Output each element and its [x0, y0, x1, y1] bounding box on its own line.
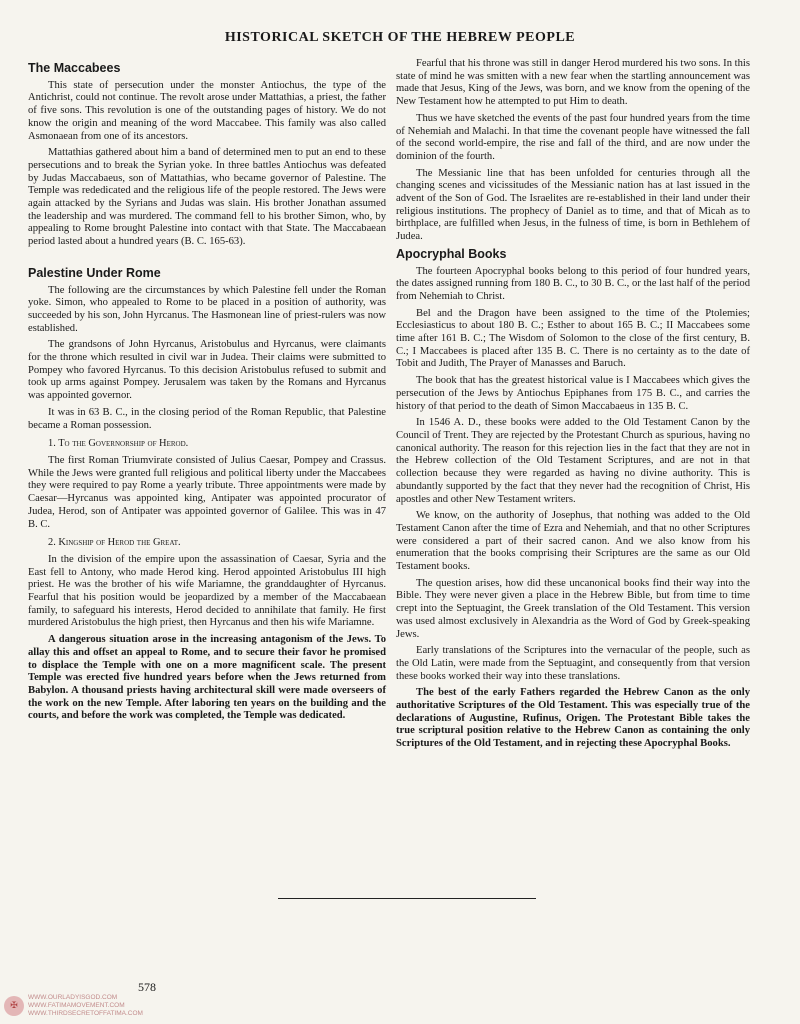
subheading-governorship-of-herod: 1. To the Governorship of Herod.: [48, 438, 189, 450]
paragraph: Mattathias gathered about him a band of determined men to put an end to these persecutions and to break the Syrian yoke. In three battles Antiochus was defeated by Judas Maccabaeus, son of Mattathias, who became governor of Palestine. The Temple was rededicated and the religious life of the people restored. The Jews were again attacked by the Syrians and Judas was slain. His brother Jonathan assumed the leadership and was murdered. The command fell to his brother Simon, who, by appealing to Rome brought Palestine into contact with that State. The Maccabaean period lasted about a hundred years (B. C. 165-63).: [28, 147, 386, 248]
paragraph: Thus we have sketched the events of the past four hundred years from the time of Nehemiah and Malachi. In that time the covenant people have witnessed the fall of the second world-empire, the rise and fall of the third, and are now under the dominion of the fourth.: [396, 112, 750, 162]
left-column: [28, 58, 386, 727]
subheading-kingship-of-herod: 2. Kingship of Herod the Great.: [48, 537, 181, 549]
paragraph: We know, on the authority of Josephus, that nothing was added to the Old Testament Canon after the time of Ezra and Nehemiah, and that no other Scriptures were considered a part of their sacred canon. And we also know from his enumeration that the books comprising their Scriptures are the same as our Old Testament books.: [396, 510, 750, 573]
paragraph: The first Roman Triumvirate consisted of Julius Caesar, Pompey and Crassus. While the Jews were granted full religious and political liberty under the Maccabees they were required to pay Rome a yearly tribute. Three appointments were made by Caesar—Hyrcanus was appointed king, Antipater was appointed procurator of Judea, Herod, son of Antipater was appointed governor of Galilee. This was in 47 B. C.: [28, 454, 386, 530]
section-heading-apocryphal-books: Apocryphal Books: [396, 246, 507, 261]
watermark-line: WWW.FATIMAMOVEMENT.COM: [28, 1002, 125, 1009]
paragraph: The grandsons of John Hyrcanus, Aristobulus and Hyrcanus, were claimants for the throne which resulted in civil war in Judea. Their claims were submitted to Pompey who favored Hyrcanus. To this decision Aristobulus refused to submit and took up arms against Pompey. Jerusalem was taken by the Romans and Hyrcanus was appointed governor.: [28, 339, 386, 402]
paragraph: It was in 63 B. C., in the closing period of the Roman Republic, that Palestine became a Roman possession.: [28, 406, 386, 431]
watermark-lines: [28, 994, 143, 1018]
paragraph: In 1546 A. D., these books were added to the Old Testament Canon by the Council of Trent. They are rejected by the Protestant Church as spurious, having no canonical authority. The reason for this rejection lies in the fact that they are not in the Hebrew collection of the Old Testament Scriptures, and are not in that collection because they were regarded as having no divine authority. This is abundantly supported by the fact that they never had the recognition of Christ, His apostles and other New Testament writers.: [396, 417, 750, 505]
paragraph: The book that has the greatest historical value is I Maccabees which gives the persecution of the Jews by Antiochus Epiphanes from 175 B. C., and carries the history of that period to the death of Simon Maccabaeus in 135 B. C.: [396, 375, 750, 412]
watermark-line: WWW.OURLADYISGOD.COM: [28, 994, 118, 1001]
right-column: [396, 58, 750, 755]
paragraph: Fearful that his throne was still in danger Herod murdered his two sons. In this state of mind he was smitten with a new fear when the startling announcement was made that Jesus, King of the Jews, was born, and we know from the opening of the New Testament how he attempted to put Him to death.: [396, 58, 750, 108]
paragraph: The Messianic line that has been unfolded for centuries through all the changing scenes and vicissitudes of the Messianic nation has at last issued in the advent of the Son of God. The Israelites are re-established in their land under their religious institutions. The prophecy of Daniel as to time, and that of Micah as to birthplace, are fulfilled when Jesus, in the fulness of time, is born in Bethlehem of Judea.: [396, 167, 750, 243]
divider: [278, 898, 536, 899]
paragraph: Early translations of the Scriptures into the vernacular of the people, such as the Old Latin, were made from the Septuagint, and consequently from that version these books worked their way into these translations.: [396, 645, 750, 682]
paragraph: A dangerous situation arose in the increasing antagonism of the Jews. To allay this and offset an appeal to Rome, and to secure their favor he promised to displace the Temple with one on a more magnificent scale. The present Temple was erected five hundred years before when the Jews returned from Babylon. A thousand priests having architectural skill were made overseers of the work on the new Temple. After laboring ten years on the building and the courts, and before the work was completed, the Temple was dedicated.: [28, 634, 386, 722]
section-heading-palestine-under-rome: Palestine Under Rome: [28, 265, 161, 280]
paragraph: In the division of the empire upon the assassination of Caesar, Syria and the East fell to Antony, who made Herod king. Herod appointed Aristobulus III high priest. He was the brother of his wife Mariamne, the granddaughter of Hyrcanus. Fearful that his position would be jeopardized by a member of the Maccabaean family, to safeguard his interests, Herod decided to annihilate that family. He first murdered Aristobulus the high priest, then Hyrcanus and then his wife Mariamne.: [28, 553, 386, 629]
paragraph: The following are the circumstances by which Palestine fell under the Roman yoke. Simon, who appealed to Rome to be placed in a position of authority, was succeeded by his son, John Hyrcanus. The Hasmonean line of priest-rulers was now established.: [28, 284, 386, 334]
paragraph: This state of persecution under the monster Antiochus, the type of the Antichrist, could not continue. The revolt arose under Mattathias, a priest, the father of five sons. This revolution is one of the outstanding pages of history. We do not know the origin and meaning of the word Maccabee. This family was also called Asmonaean from one of its ancestors.: [28, 79, 386, 142]
paragraph: The fourteen Apocryphal books belong to this period of four hundred years, the dates assigned running from 180 B. C., to 30 B. C., or the last half of the period from Nehemiah to Christ.: [396, 265, 750, 302]
page-number: 578: [138, 980, 156, 994]
paragraph: Bel and the Dragon have been assigned to the time of the Ptolemies; Ecclesiasticus to about 180 B. C.; Esther to about 165 B. C.; II Maccabees some time after 161 B. C.; The Wisdom of Solomon to the close of the first century, B. C.; I Maccabees is placed after 135 B. C. There is no certainty as to the date of Tobit and Judith, The Prayer of Manasses and Baruch.: [396, 307, 750, 370]
paragraph: The question arises, how did these uncanonical books find their way into the Bible. They were never given a place in the Hebrew Bible, but from time to time crept into the Septuagint, the Greek translation of the Old Testament. This version was used almost exclusively in Alexandria as the Word of God by Greek-speaking Jews.: [396, 577, 750, 640]
page-title: HISTORICAL SKETCH OF THE HEBREW PEOPLE: [224, 30, 576, 45]
seal-icon: ✠: [4, 996, 24, 1016]
paragraph: The best of the early Fathers regarded the Hebrew Canon as the only authoritative Scriptures of the Old Testament. This was especially true of the declarations of Augustine, Rufinus, Origen. The Protestant Bible takes the true scriptural position relative to the Hebrew Canon as containing the only Scriptures of the Old Testament, and in rejecting these Apocryphal Books.: [396, 687, 750, 750]
section-heading-maccabees: The Maccabees: [28, 61, 121, 75]
watermark: [4, 994, 143, 1018]
watermark-line: WWW.THIRDSECRETOFFATIMA.COM: [28, 1010, 143, 1017]
